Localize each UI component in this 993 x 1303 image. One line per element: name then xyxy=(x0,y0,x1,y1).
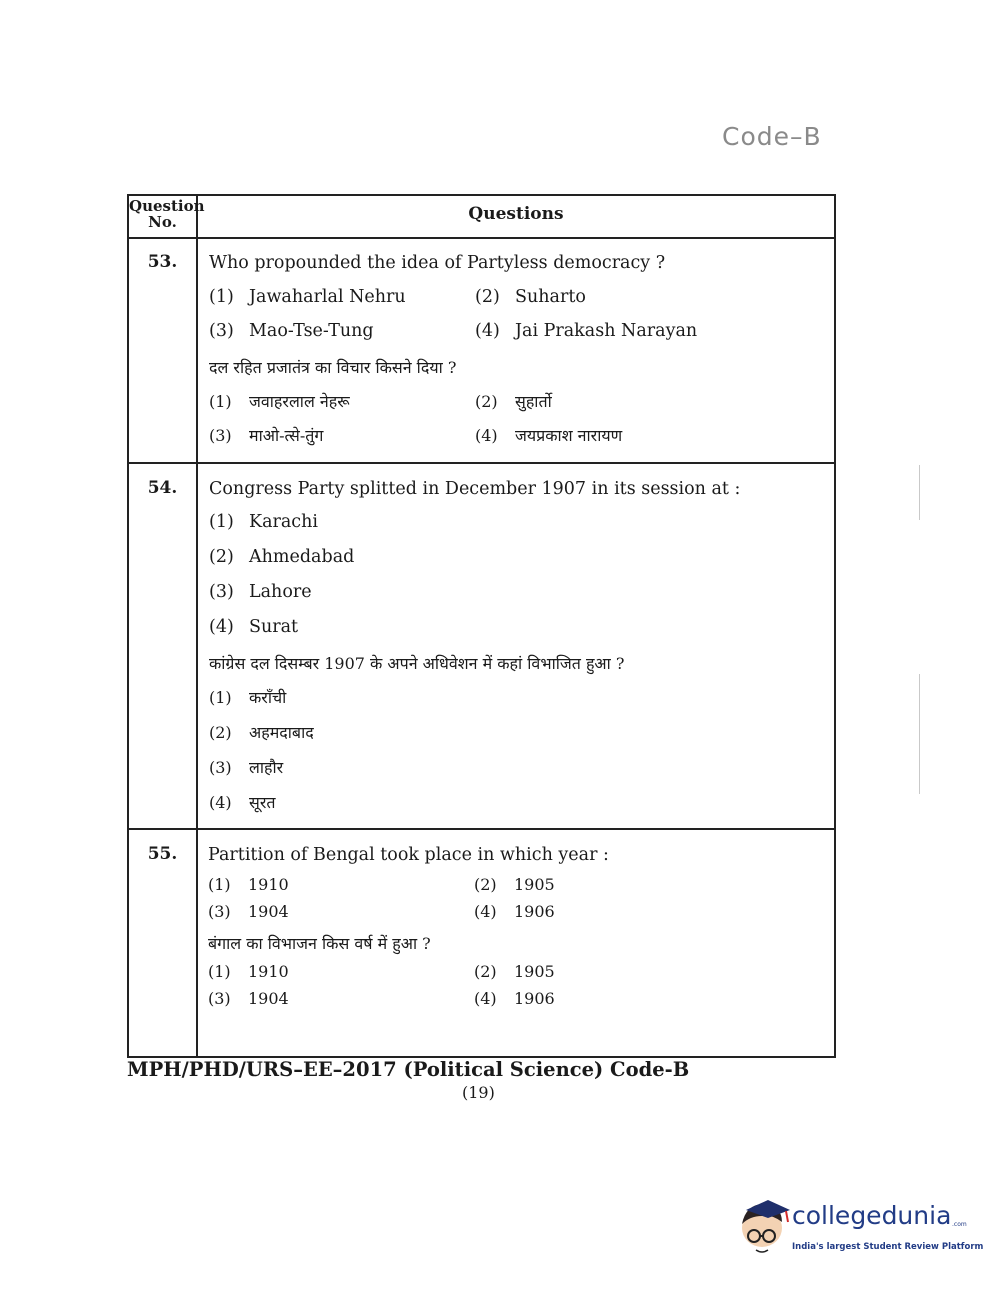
logo-tagline: India's largest Student Review Platform xyxy=(792,1242,984,1252)
option xyxy=(209,424,323,446)
question-text-hi: कांग्रेस दल दिसम्बर 1907 के अपने अधिवेशन में कहां विभाजित हुआ ? xyxy=(209,654,625,673)
option xyxy=(474,875,555,894)
row-divider xyxy=(129,828,834,830)
option-text: 1905 xyxy=(514,875,555,894)
option xyxy=(208,962,289,981)
option-text: 1904 xyxy=(248,989,289,1008)
option xyxy=(475,424,622,446)
option xyxy=(475,287,586,307)
option-text: अहमदाबाद xyxy=(249,723,314,742)
option xyxy=(209,617,298,637)
option xyxy=(209,756,283,778)
option-number: (4) xyxy=(474,902,497,921)
exam-footer: MPH/PHD/URS–EE–2017 (Political Science) Code-B xyxy=(127,1058,690,1081)
option xyxy=(208,875,289,894)
option-text: 1910 xyxy=(248,962,289,981)
logo-suffix: .com xyxy=(952,1221,967,1228)
option-text: Suharto xyxy=(515,287,586,307)
option-text: Jawaharlal Nehru xyxy=(249,287,406,307)
row-divider xyxy=(129,462,834,464)
questions-table xyxy=(127,194,836,1058)
option-text: Lahore xyxy=(249,582,312,602)
option-number: (3) xyxy=(209,321,234,341)
option-text: जयप्रकाश नारायण xyxy=(515,426,623,445)
question-number: 53. xyxy=(147,252,178,272)
option-number: (1) xyxy=(209,688,232,707)
option-number: (3) xyxy=(209,582,234,602)
option-number: (1) xyxy=(209,392,232,411)
option-text: सूरत xyxy=(249,793,276,812)
option xyxy=(475,321,697,341)
option xyxy=(209,721,314,743)
option-number: (2) xyxy=(475,392,498,411)
option-text: Ahmedabad xyxy=(249,547,355,567)
question-text-hi: बंगाल का विभाजन किस वर्ष में हुआ ? xyxy=(208,934,431,953)
option-number: (1) xyxy=(209,287,234,307)
option xyxy=(209,686,286,708)
option-number: (2) xyxy=(209,547,234,567)
option-number: (1) xyxy=(209,512,234,532)
option xyxy=(209,287,406,307)
option-text: Jai Prakash Narayan xyxy=(515,321,698,341)
paper-code: Code–B xyxy=(722,122,822,151)
question-number: 55. xyxy=(147,844,178,864)
option xyxy=(209,390,350,412)
option-text: Karachi xyxy=(249,512,318,532)
question-text-en: Partition of Bengal took place in which year : xyxy=(208,845,609,865)
option-text: 1910 xyxy=(248,875,289,894)
option-number: (4) xyxy=(475,321,500,341)
option-number: (2) xyxy=(475,287,500,307)
option-text: Surat xyxy=(249,617,299,637)
option-number: (4) xyxy=(474,989,497,1008)
question-text-en: Congress Party splitted in December 1907 in its session at : xyxy=(209,479,741,499)
option xyxy=(209,321,374,341)
option-text: लाहौर xyxy=(249,758,284,777)
page-number: (19) xyxy=(462,1083,495,1102)
column-divider xyxy=(196,196,198,1056)
option xyxy=(209,512,318,532)
option xyxy=(208,989,289,1008)
question-text-hi: दल रहित प्रजातंत्र का विचार किसने दिया ? xyxy=(209,358,457,377)
option-text: करॉंची xyxy=(249,688,287,707)
option-number: (3) xyxy=(208,902,231,921)
option-text: Mao-Tse-Tung xyxy=(249,321,374,341)
option-number: (3) xyxy=(209,426,232,445)
option xyxy=(209,547,354,567)
option-text: 1906 xyxy=(514,902,555,921)
option xyxy=(208,902,289,921)
option-number: (1) xyxy=(208,962,231,981)
option-number: (3) xyxy=(209,758,232,777)
option-number: (2) xyxy=(474,962,497,981)
option-text: माओ-त्से-तुंग xyxy=(249,426,324,445)
header-question-no: Question No. xyxy=(129,197,205,231)
option-text: 1906 xyxy=(514,989,555,1008)
option-number: (4) xyxy=(475,426,498,445)
question-text-en: Who propounded the idea of Partyless democracy ? xyxy=(209,253,666,273)
option xyxy=(475,390,552,412)
option-number: (1) xyxy=(208,875,231,894)
option-text: सुहार्तो xyxy=(515,392,552,411)
logo-wordmark: collegedunia xyxy=(792,1201,952,1230)
header-divider xyxy=(129,237,834,239)
scan-mark xyxy=(919,674,920,794)
option xyxy=(474,989,555,1008)
option-number: (2) xyxy=(209,723,232,742)
option-number: (3) xyxy=(208,989,231,1008)
scan-mark xyxy=(919,465,920,520)
question-number: 54. xyxy=(147,478,178,498)
option xyxy=(209,582,312,602)
option-text: 1904 xyxy=(248,902,289,921)
option xyxy=(474,962,555,981)
option xyxy=(474,902,555,921)
option-number: (4) xyxy=(209,617,234,637)
option xyxy=(209,791,275,813)
option-text: 1905 xyxy=(514,962,555,981)
option-number: (2) xyxy=(474,875,497,894)
option-number: (4) xyxy=(209,793,232,812)
option-text: जवाहरलाल नेहरू xyxy=(249,392,350,411)
header-questions: Questions xyxy=(468,204,564,224)
